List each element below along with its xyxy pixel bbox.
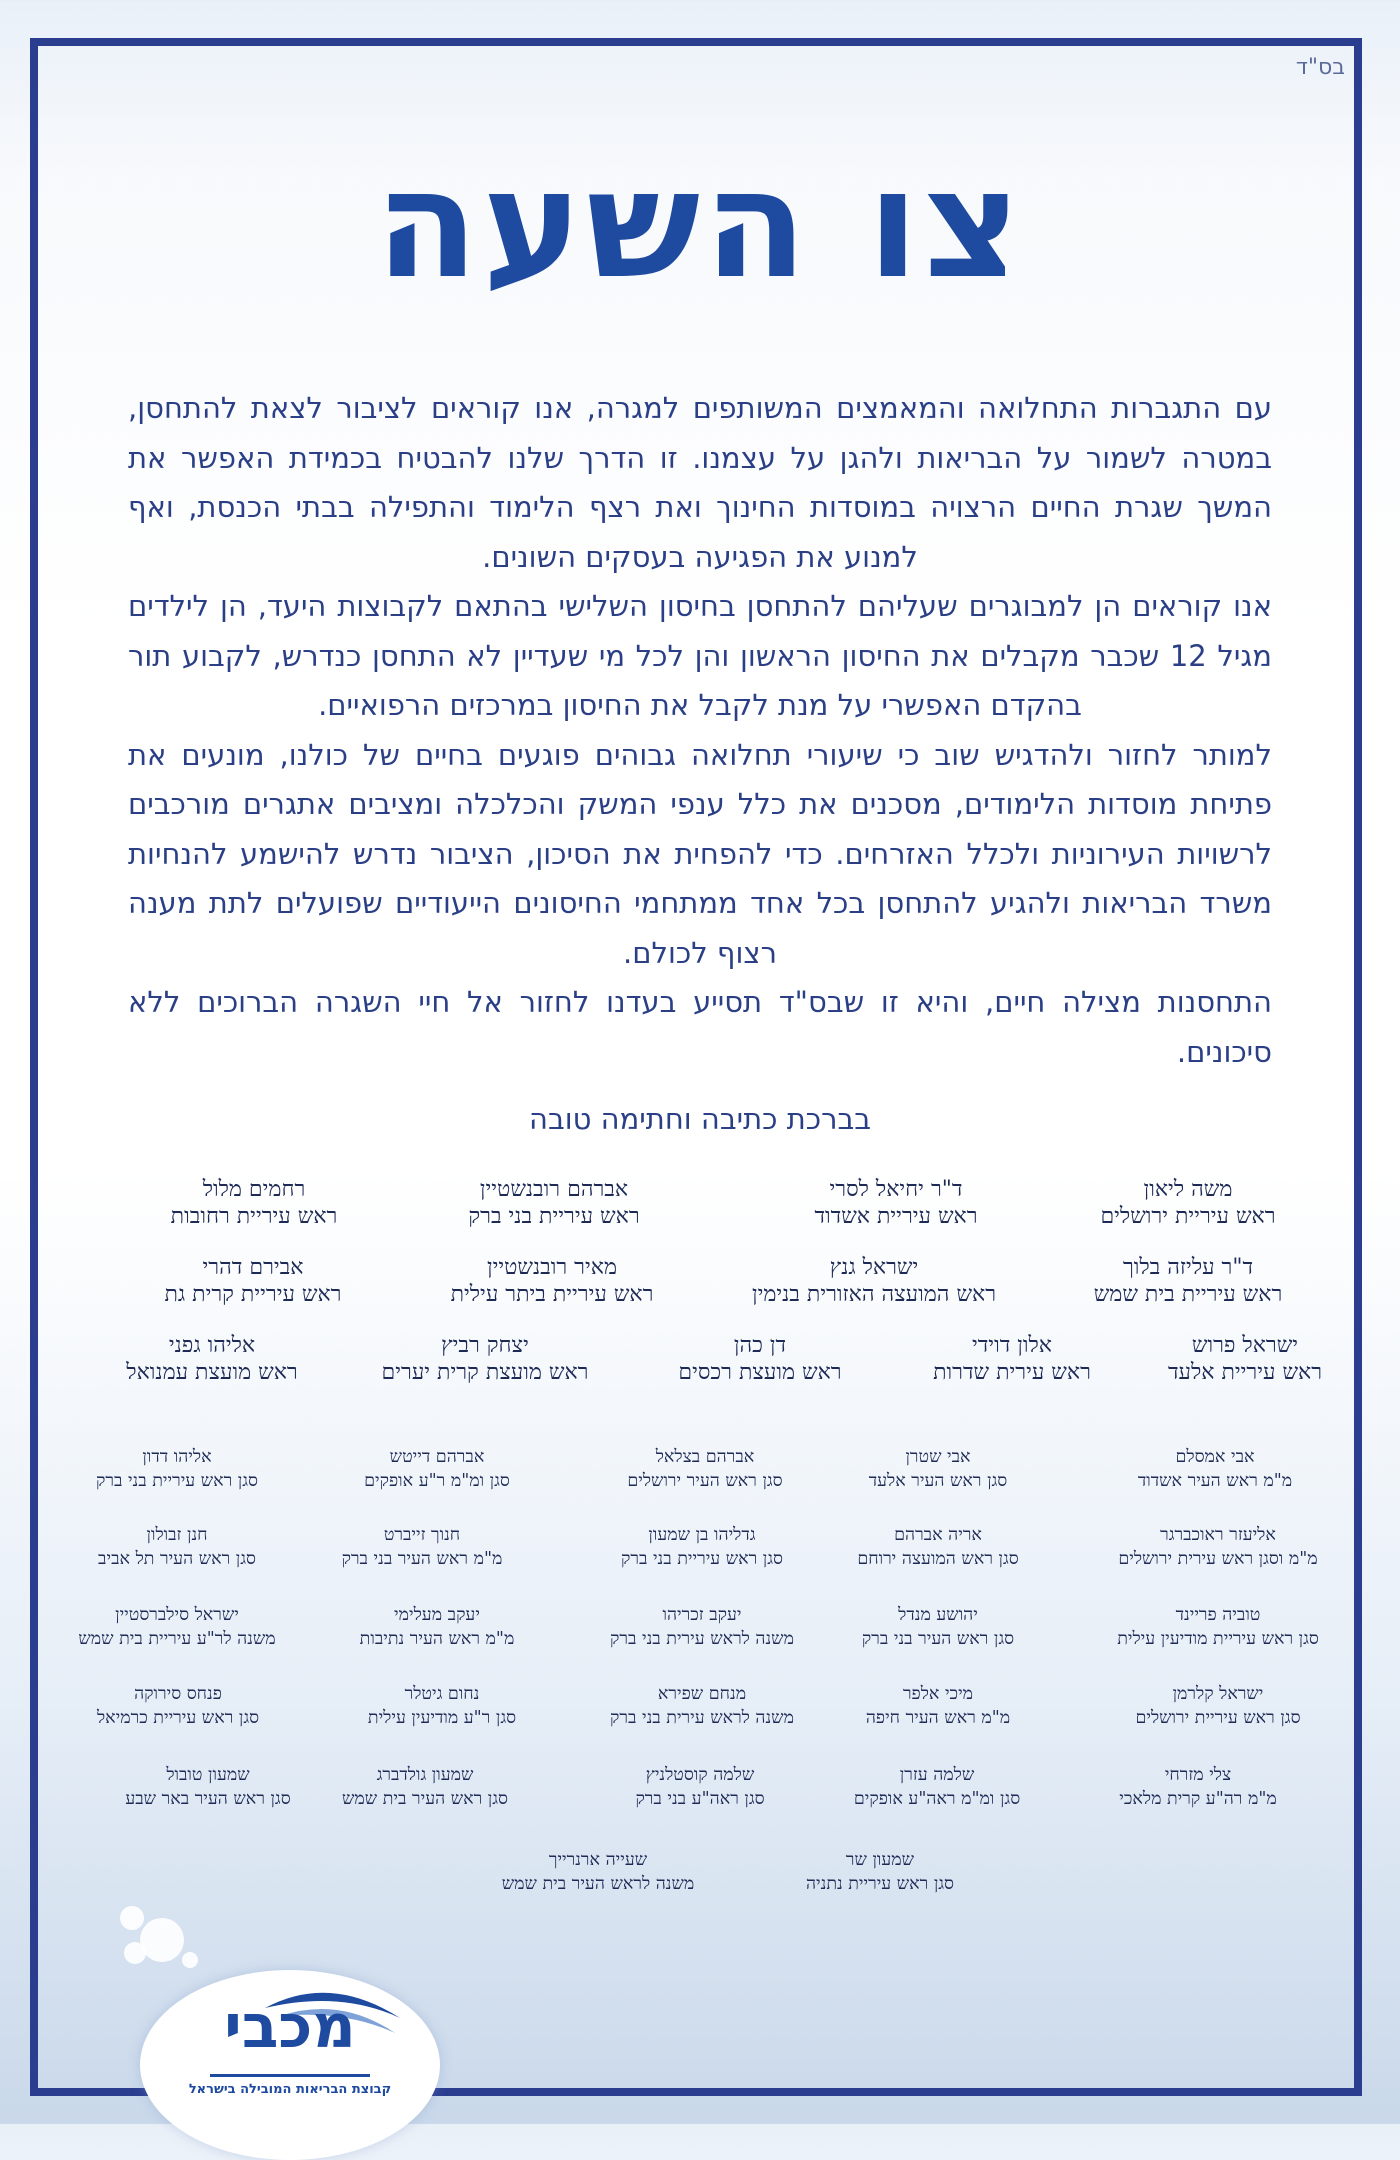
signatory: ישראל סילברסטיין משנה לר"ע עיריית בית שמש <box>78 1605 276 1649</box>
signatory: יהושע מנדל סגן ראש העיר בני ברק <box>861 1605 1015 1649</box>
signatory: חנוך זייברט מ"מ ראש העיר בני ברק <box>341 1525 503 1569</box>
signatory: ישראל קלרמן סגן ראש עיריית ירושלים <box>1135 1684 1301 1728</box>
greeting: בברכת כתיבה וחתימה טובה <box>529 1102 871 1136</box>
logo-wordmark: מכבי <box>224 1992 356 2062</box>
signatory: אליהו דדון סגן ראש עיריית בני ברק <box>96 1447 258 1491</box>
signatory: טוביה פריינד סגן ראש עיריית מודיעין עילית <box>1117 1605 1319 1649</box>
signatory: שמעון טובול סגן ראש העיר באר שבע <box>125 1765 291 1809</box>
signatory: נחום גיטלר סגן ר"ע מודיעין עילית <box>367 1684 517 1728</box>
bsd-mark: בס"ד <box>1295 55 1345 80</box>
decor-dot <box>120 1906 144 1930</box>
decor-dot <box>124 1942 146 1964</box>
signatory: מנחם שפירא משנה לראש עירית בני ברק <box>610 1684 794 1728</box>
signatory: מיכי אלפר מ"מ ראש העיר חיפה <box>865 1684 1011 1728</box>
signatory: פנחס סירוקה סגן ראש עיריית כרמיאל <box>96 1684 260 1728</box>
paragraph-4: התחסנות מצילה חיים, והיא זו שבס"ד תסייע בעדנו לחזור אל חיי השגרה הברוכים ללא סיכונים. <box>128 985 1272 1069</box>
signatory: אברהם דייטש סגן ומ"מ ר"ע אופקים <box>364 1447 510 1491</box>
signatory: דן כהן ראש מועצת רכסים <box>678 1333 842 1385</box>
signatory: שמעון גולדברג סגן ראש העיר בית שמש <box>342 1765 508 1809</box>
paragraph-1: עם התגברות התחלואה והמאמצים המשותפים למגרה, אנו קוראים לציבור לצאת להתחסן, במטרה לשמור על הבריאות ולהגן על עצמנו. זו הדרך שלנו להבטיח בכמידת האפשר את המשך שגרת החיים הרצויה במוסדות החינוך ואת רצף הלימוד והתפילה בבתי הכנסת, ואף למנוע את הפגיעה בעסקים השונים. <box>128 391 1272 574</box>
signatory: ישראל פרוש ראש עיריית אלעד <box>1167 1333 1323 1385</box>
signatory: ד"ר עליזה בלוך ראש עיריית בית שמש <box>1093 1255 1283 1307</box>
signatory: חנן זבולון סגן ראש העיר תל אביב <box>98 1525 256 1569</box>
signatory: יעקב מעלימי מ"מ ראש העיר נתיבות <box>359 1605 515 1649</box>
signatory: אלון דוידי ראש עירית שדרות <box>933 1333 1091 1385</box>
signatory: משה ליאון ראש עיריית ירושלים <box>1100 1177 1276 1229</box>
decor-dot <box>182 1952 198 1968</box>
signatory: יעקב זכריהו משנה לראש עירית בני ברק <box>610 1605 794 1649</box>
signatory: רחמים מלול ראש עיריית רחובות <box>170 1177 338 1229</box>
signatory: אליעזר ראוכברגר מ"מ וסגן ראש עירית ירושלים <box>1118 1525 1318 1569</box>
signatory: אבי אמסלם מ"מ ראש העיר אשדוד <box>1137 1447 1293 1491</box>
decor-dot <box>140 1918 184 1962</box>
logo-tagline: קבוצת הבריאות המובילה בישראל <box>188 2082 392 2097</box>
page-title: צו השעה <box>375 138 1025 312</box>
signatory: ד"ר יחיאל לסרי ראש עיריית אשדוד <box>814 1177 978 1229</box>
signatory: צלי מזרחי מ"מ רה"ע קרית מלאכי <box>1119 1765 1277 1809</box>
paragraph-3: למותר לחזור ולהדגיש שוב כי שיעורי תחלואה גבוהים פוגעים בחיים של כולנו, מונעים את פתיחת מוסדות הלימודים, מסכנים את כלל ענפי המשק והכלכלה ומציבים אתגרים מורכבים לרשויות העירוניות ולכלל האזרחים. כדי להפחית את הסיכון, הציבור נדרש להישמע להנחיות משרד הבריאות ולהגיע להתחסן בכל אחד ממתחמי החיסונים הייעודיים שפועלים לתת מענה רצוף לכולם. <box>128 737 1272 970</box>
signatory: אריה אברהם סגן ראש המועצה ירוחם <box>857 1525 1019 1569</box>
signatory: יצחק רביץ ראש מועצת קרית יערים <box>381 1333 589 1385</box>
paragraph-2: אנו קוראים הן למבוגרים שעליהם להתחסן בחיסון השלישי בהתאם לקבוצות היעד, הן לילדים מגיל 12 שכבר מקבלים את החיסון הראשון והן לכל מי שעדיין לא התחסן כנדרש, לקבוע תור בהקדם האפשרי על מנת לקבל את החיסון במרכזים הרפואיים. <box>128 589 1272 722</box>
signatory: אליהו גפני ראש מועצת עמנואל <box>126 1333 298 1385</box>
announcement-body <box>128 384 1272 1077</box>
signatory: אבירם דהרי ראש עיריית קרית גת <box>164 1255 342 1307</box>
signatory: שמעון שר סגן ראש עיריית נתניה <box>805 1850 955 1894</box>
signatory: אברהם רובנשטיין ראש עיריית בני ברק <box>468 1177 640 1229</box>
maccabi-logo <box>140 1970 440 2160</box>
signatory: שלמה עזרן סגן ומ"מ ראה"ע אופקים <box>853 1765 1021 1809</box>
signatory: אברהם בצלאל סגן ראש העיר ירושלים <box>627 1447 783 1491</box>
logo-underline <box>210 2074 370 2077</box>
signatory: שעייה ארנרייך משנה לראש העיר בית שמש <box>501 1850 695 1894</box>
signatory: גדליהו בן שמעון סגן ראש עיריית בני ברק <box>621 1525 783 1569</box>
signatory: שלמה קוסטלניץ סגן ראה"ע בני ברק <box>635 1765 765 1809</box>
signatory: ישראל גנץ ראש המועצה האזורית בנימין <box>751 1255 997 1307</box>
signatory: אבי שטרן סגן ראש העיר אלעד <box>868 1447 1008 1491</box>
signatory: מאיר רובנשטיין ראש עיריית ביתר עילית <box>450 1255 654 1307</box>
